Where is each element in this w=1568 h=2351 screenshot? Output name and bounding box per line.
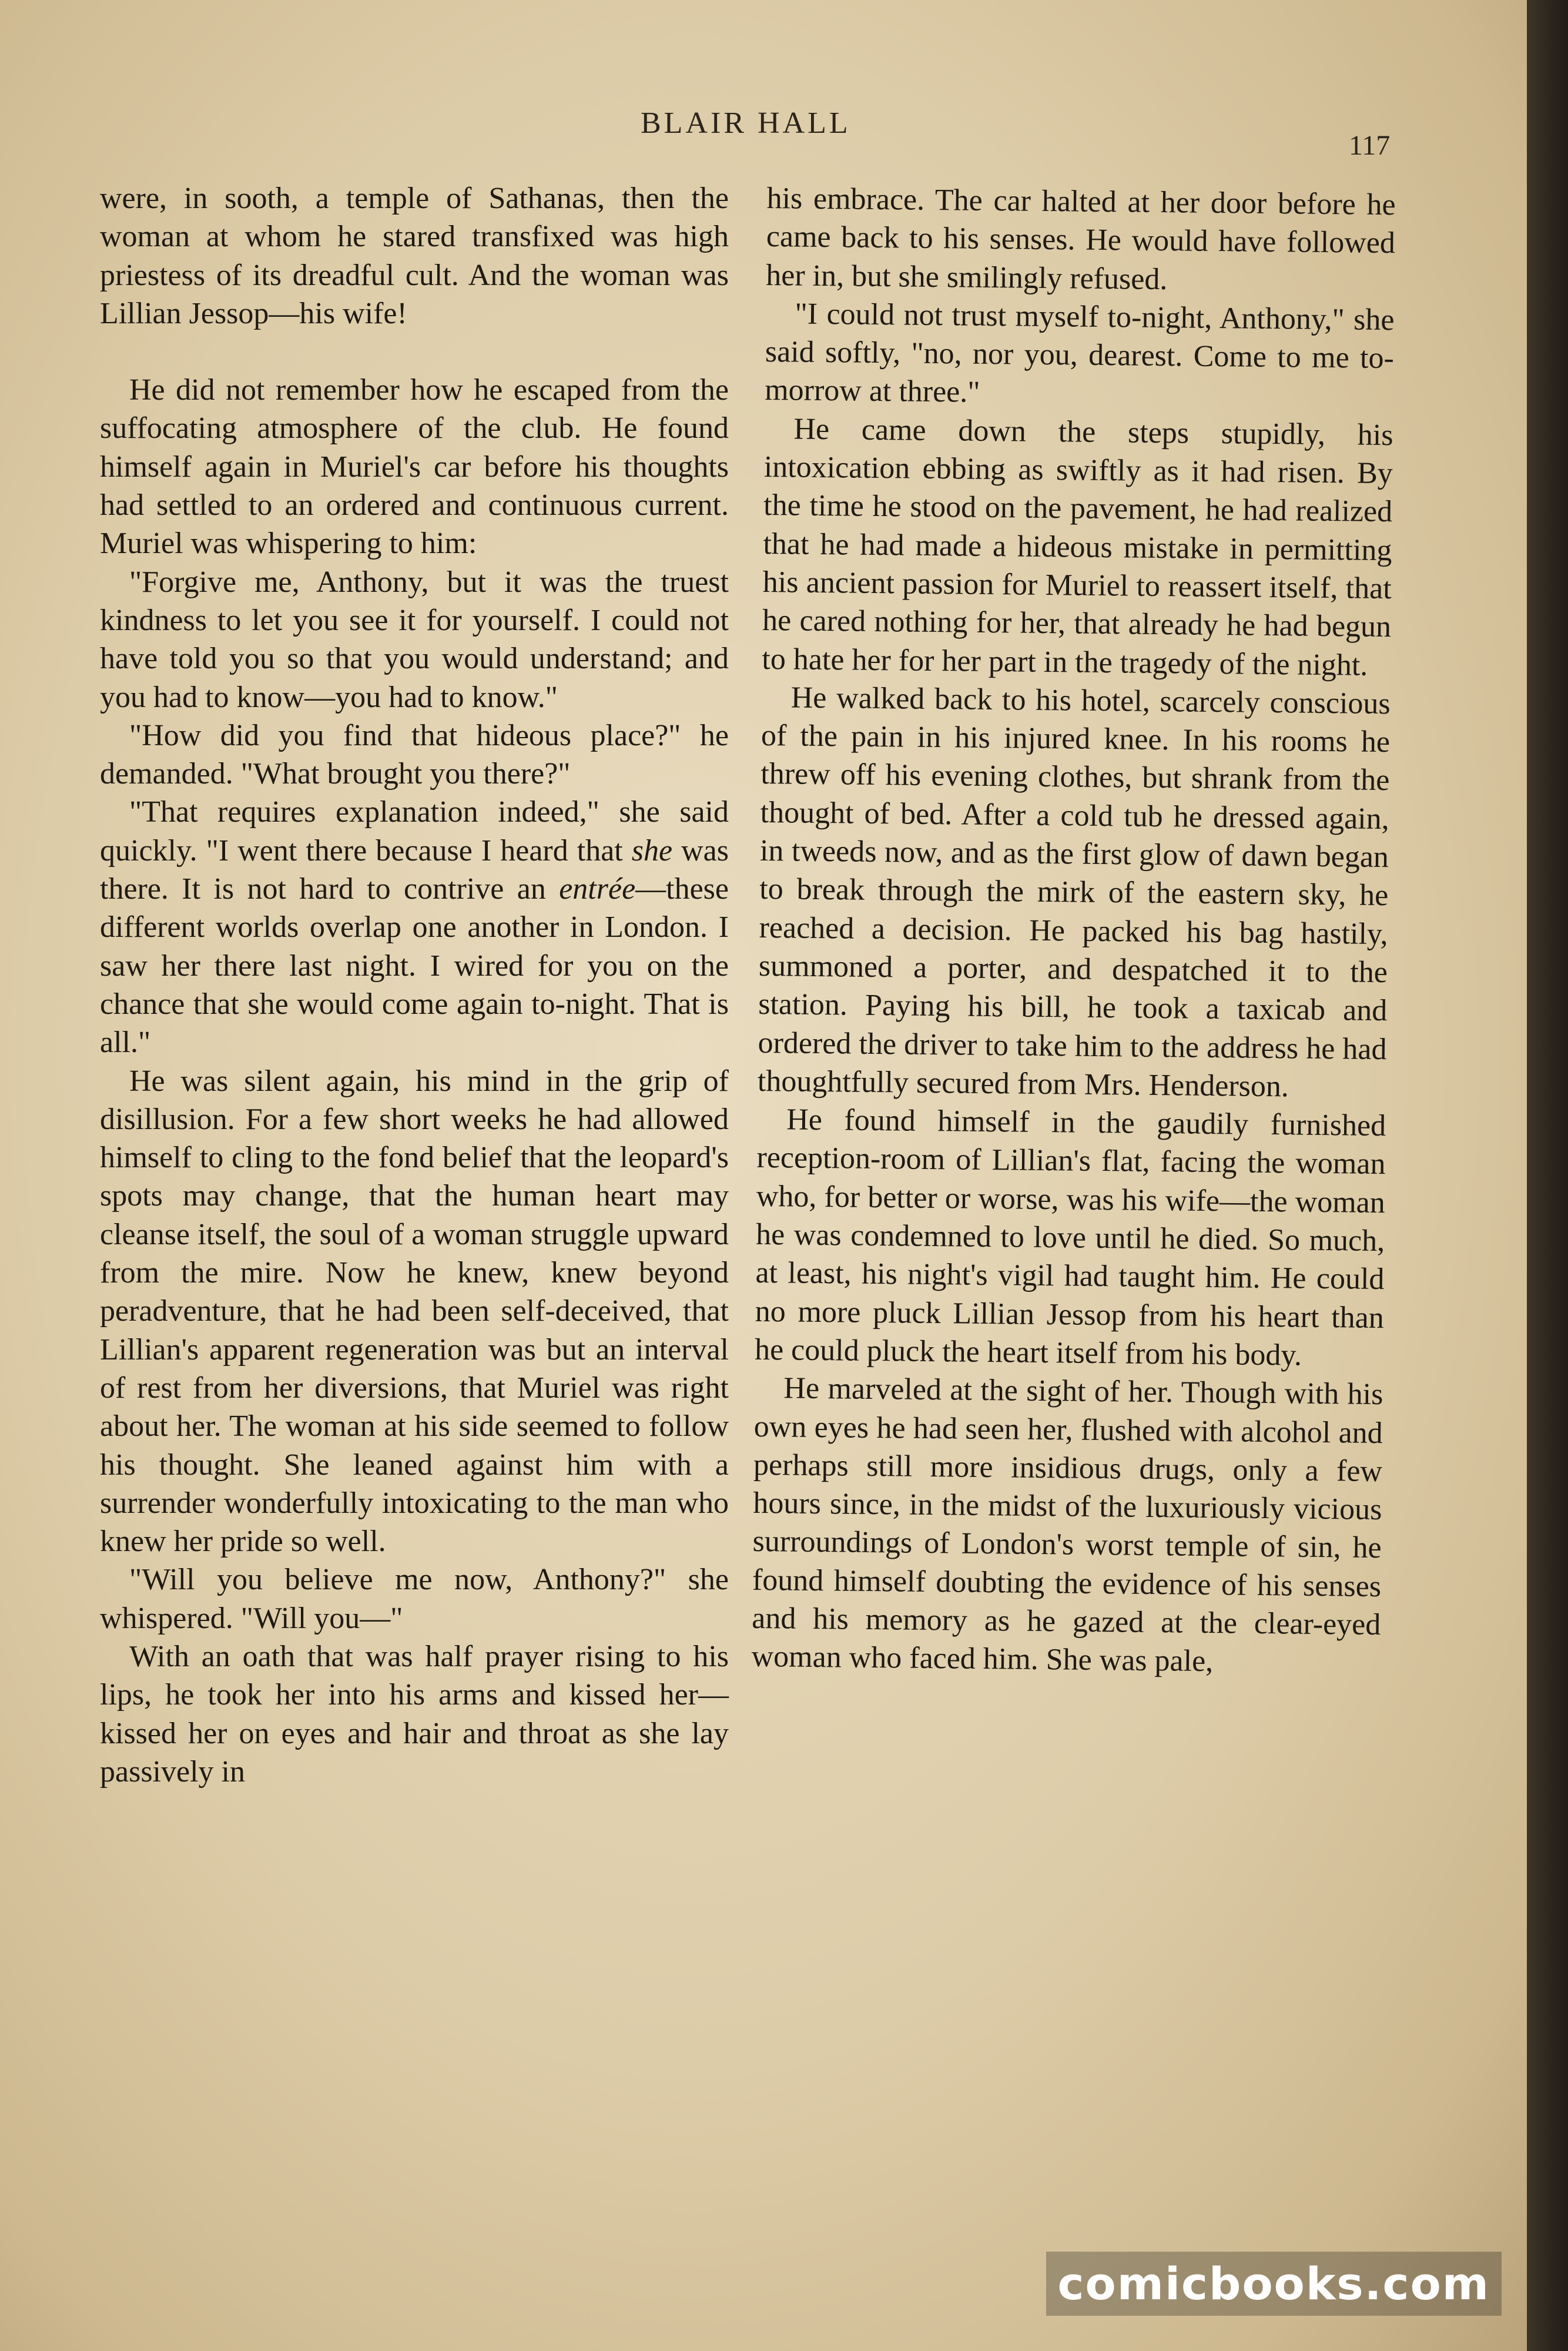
- paragraph: his embrace. The car halted at her door before he came back to his senses. He would have followed her in, but she smilingly refused.: [765, 181, 1396, 296]
- right-column: [751, 179, 1396, 1683]
- paragraph-text: "That requires explanation indeed," she said quickly. "I went there because I heard that: [100, 795, 729, 868]
- paragraph: He did not remember how he escaped from the suffocating atmosphere of the club. He found himself again in Muriel's car before his thoughts had settled to an ordered and continuous current. Muriel was whispering to him:: [100, 373, 729, 561]
- running-header: BLAIR HALL: [641, 106, 851, 140]
- paragraph: "I could not trust myself to-night, Anthony," she said softly, "no, nor you, dearest. Come to me to-morrow at three.": [764, 297, 1395, 410]
- paragraph-text: was there. It is not hard to contrive an: [100, 833, 729, 906]
- paragraph: With an oath that was half prayer rising to his lips, he took her into his arms and kissed her—kissed her on eyes and hair and throat as she lay passively in: [100, 1639, 729, 1789]
- paragraph: He was silent again, his mind in the grip of disillusion. For a few short weeks he had allowed himself to cling to the fond belief that the leopard's spots may change, that the human heart may cleanse itself, the soul of a woman struggle upward from the mire. Now he knew, knew beyond peradventure, that he had been self-deceived, that Lillian's apparent regeneration was but an interval of rest from her diversions, that Muriel was right about her. The woman at his side seemed to follow his thought. She leaned against him with a surrender wonderfully intoxicating to the man who knew her pride so well.: [100, 1064, 729, 1559]
- paragraph-text: —these different worlds overlap one another in London. I saw her there last night. I wired for you on the chance that she would come again to-night. That is all.": [100, 872, 729, 1060]
- paragraph: [100, 793, 729, 1061]
- paragraph: "How did you find that hideous place?" he demanded. "What brought you there?": [100, 718, 729, 791]
- paragraph: "Forgive me, Anthony, but it was the truest kindness to let you see it for yourself. I could not have told you so that you would understand; and you had to know—you had to know.": [100, 565, 729, 714]
- paragraph: He walked back to his hotel, scarcely conscious of the pain in his injured knee. In his rooms he threw off his evening clothes, but shrank from the thought of bed. After a cold tub he dressed again, in tweeds now, and as the first glow of dawn began to break through the mirk of the eastern sky, he reached a decision. He packed his bag hastily, summoned a porter, and despatched it to the station. Paying his bill, he took a taxicab and ordered the driver to take him to the address he had thoughtfully secured from Mrs. Henderson.: [757, 681, 1391, 1104]
- paragraph: He came down the steps stupidly, his intoxication ebbing as swiftly as it had risen. By the time he stood on the pavement, he had realized that he had made a hideous mistake in permitting his ancient passion for Muriel to reassert itself, that he cared nothing for her, that already he had begun to hate her for her part in the tragedy of the night.: [762, 412, 1393, 682]
- left-column: [100, 179, 729, 1791]
- paragraph: He marveled at the sight of her. Though with his own eyes he had seen her, flushed with alcohol and perhaps still more insidious drugs, only a few hours since, in the midst of the luxuriously vicious surroundings of London's worst temple of sin, he found himself doubting the evidence of his senses and his memory as he gazed at the clear-eyed woman who faced him. She was pale,: [751, 1371, 1383, 1679]
- paragraph: "Will you believe me now, Anthony?" she whispered. "Will you—": [100, 1563, 729, 1635]
- book-spine: [1527, 0, 1568, 2351]
- paragraph: were, in sooth, a temple of Sathanas, then the woman at whom he stared transfixed was high priestess of its dreadful cult. And the woman was Lillian Jessop—his wife!: [100, 182, 729, 330]
- emphasis: entrée: [559, 872, 636, 906]
- watermark: comicbooks.com: [1046, 2252, 1502, 2316]
- emphasis: she: [631, 833, 673, 868]
- paragraph: He found himself in the gaudily furnished reception-room of Lillian's flat, facing the woman who, for better or worse, was his wife—the woman he was condemned to love until he died. So much, at least, his night's vigil had taught him. He could no more pluck Lillian Jessop from his heart than he could pluck the heart itself from his body.: [754, 1103, 1386, 1372]
- page-number: 117: [1349, 130, 1391, 161]
